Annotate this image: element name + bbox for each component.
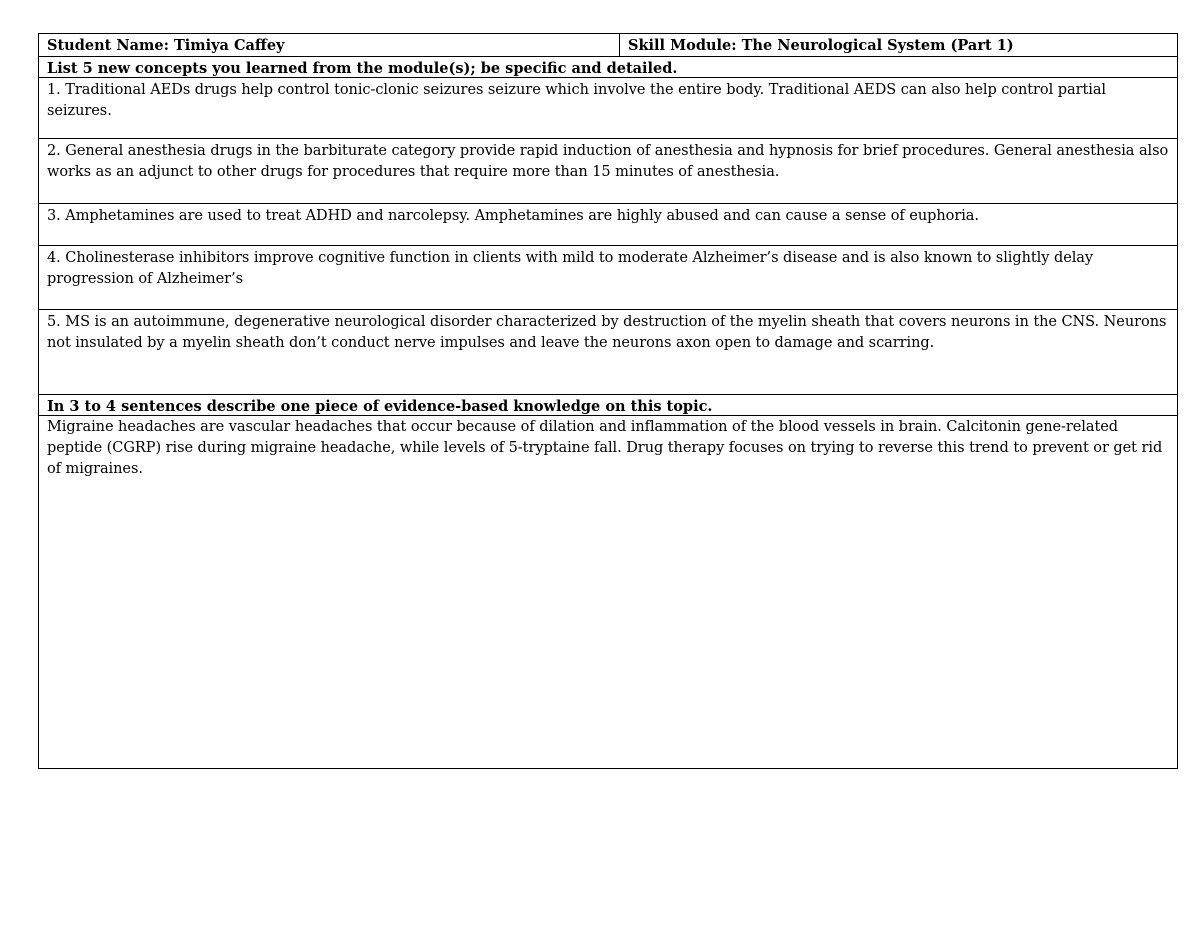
concept-item: 1. Traditional AEDs drugs help control tonic-clonic seizures seizure which involve the entire body. Traditional AEDS can also help control partial seizures. <box>47 82 1107 119</box>
student-name-label: Student Name: Timiya Caffey <box>47 37 285 54</box>
concept-item: 3. Amphetamines are used to treat ADHD and narcolepsy. Amphetamines are highly abused and can cause a sense of euphoria. <box>47 208 979 224</box>
evidence-prompt: In 3 to 4 sentences describe one piece of evidence-based knowledge on this topic. <box>47 398 713 415</box>
concept-row <box>39 246 1177 310</box>
skill-module-label: Skill Module: The Neurological System (Part 1) <box>628 37 1014 54</box>
evidence-prompt-row <box>39 395 1177 416</box>
concepts-prompt: List 5 new concepts you learned from the module(s); be specific and detailed. <box>47 60 678 77</box>
evidence-row <box>39 416 1177 768</box>
concept-row <box>39 310 1177 395</box>
skill-module-form <box>38 33 1178 769</box>
concept-row <box>39 204 1177 246</box>
evidence-prompt-cell <box>39 395 1177 415</box>
concept-row <box>39 78 1177 139</box>
concept-row <box>39 139 1177 204</box>
student-name-cell <box>39 34 620 56</box>
concepts-prompt-cell <box>39 57 1177 77</box>
concept-item: 5. MS is an autoimmune, degenerative neurological disorder characterized by destruction of the myelin sheath that covers neurons in the CNS. Neurons not insulated by a myelin sheath don’t conduct nerve impulses and leave the neurons axon open to damage and scarring. <box>47 314 1167 351</box>
evidence-text: Migraine headaches are vascular headaches that occur because of dilation and inflammation of the blood vessels in brain. Calcitonin gene-related peptide (CGRP) rise during migraine headache, while levels of 5-tryptaine fall. Drug therapy focuses on trying to reverse this trend to prevent or get rid of migraines. <box>47 419 1163 477</box>
concept-item: 4. Cholinesterase inhibitors improve cognitive function in clients with mild to moderate Alzheimer’s disease and is also known to slightly delay progression of Alzheimer’s <box>47 250 1094 287</box>
concept-item: 2. General anesthesia drugs in the barbiturate category provide rapid induction of anesthesia and hypnosis for brief procedures. General anesthesia also works as an adjunct to other drugs for procedures that require more than 15 minutes of anesthesia. <box>47 143 1169 180</box>
concepts-prompt-row <box>39 57 1177 78</box>
skill-module-cell <box>620 34 1177 56</box>
header-row <box>39 34 1177 57</box>
